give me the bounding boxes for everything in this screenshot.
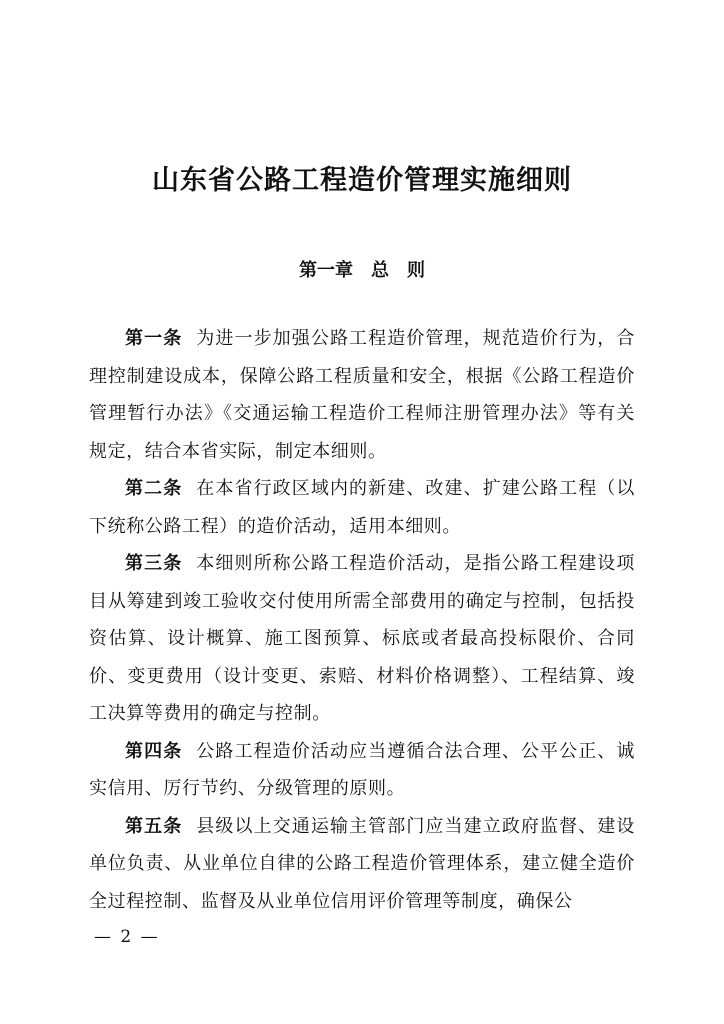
article-text: 在本省行政区域内的新建、改建、扩建公路工程（以下统称公路工程）的造价活动，适用本细则。 (89, 478, 635, 537)
page-number: — 2 — (94, 927, 160, 947)
article-label: 第三条 (125, 553, 183, 574)
document-title: 山东省公路工程造价管理实施细则 (152, 165, 572, 196)
document-body (89, 320, 635, 920)
chapter-name: 总 则 (371, 260, 425, 281)
article-label: 第一条 (125, 328, 183, 349)
article-label: 第二条 (125, 478, 183, 499)
article-4 (89, 733, 635, 808)
chapter-heading (0, 256, 724, 282)
article-text: 本细则所称公路工程造价活动，是指公路工程建设项目从筹建到竣工验收交付使用所需全部费用的确定与控制，包括投资估算、设计概算、施工图预算、标底或者最高投标限价、合同价、变更费用（设计变更、索赔、材料价格调整）、工程结算、竣工决算等费用的确定与控制。 (89, 553, 635, 724)
article-3 (89, 545, 635, 733)
article-text: 为进一步加强公路工程造价管理，规范造价行为，合理控制建设成本，保障公路工程质量和安全，根据《公路工程造价管理暂行办法》《交通运输工程造价工程师注册管理办法》等有关规定，结合本省实际，制定本细则。 (89, 328, 635, 462)
article-label: 第四条 (125, 740, 183, 762)
article-2 (89, 470, 635, 545)
chapter-number: 第一章 (299, 260, 353, 281)
article-text: 县级以上交通运输主管部门应当建立政府监督、建设单位负责、从业单位自律的公路工程造价管理体系，建立健全造价全过程控制、监督及从业单位信用评价管理等制度，确保公 (89, 815, 635, 912)
article-1 (89, 320, 635, 470)
article-5 (89, 808, 635, 921)
article-text: 公路工程造价活动应当遵循合法合理、公平公正、诚实信用、厉行节约、分级管理的原则。 (89, 740, 635, 799)
article-label: 第五条 (125, 815, 183, 837)
